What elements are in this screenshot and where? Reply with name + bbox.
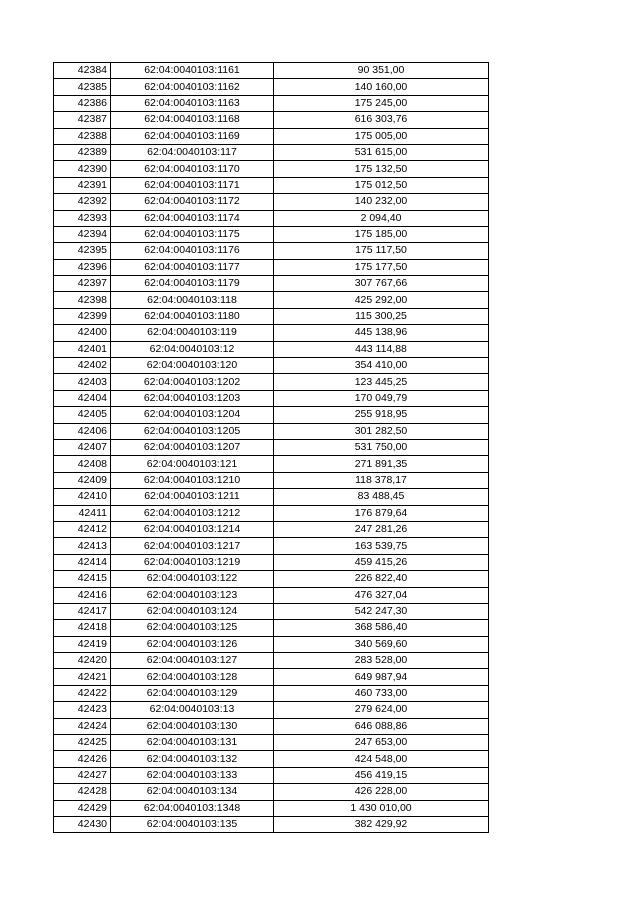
cadastral-number-cell: 62:04:0040103:13	[111, 702, 274, 718]
table-row	[54, 341, 489, 357]
table-row	[54, 800, 489, 816]
cadastral-number-cell: 62:04:0040103:12	[111, 341, 274, 357]
cadastral-value-cell: 456 419,15	[274, 767, 489, 783]
row-number-cell: 42390	[54, 161, 111, 177]
row-number-cell: 42405	[54, 407, 111, 423]
cadastral-number-cell: 62:04:0040103:127	[111, 653, 274, 669]
table-row	[54, 603, 489, 619]
table-row	[54, 538, 489, 554]
cadastral-value-cell: 140 232,00	[274, 194, 489, 210]
cadastral-value-cell: 283 528,00	[274, 653, 489, 669]
cadastral-number-cell: 62:04:0040103:1217	[111, 538, 274, 554]
cadastral-value-cell: 382 429,92	[274, 816, 489, 832]
table-row	[54, 456, 489, 472]
cadastral-value-cell: 646 088,86	[274, 718, 489, 734]
table-row	[54, 358, 489, 374]
cadastral-number-cell: 62:04:0040103:1163	[111, 95, 274, 111]
cadastral-value-cell: 140 160,00	[274, 79, 489, 95]
cadastral-value-cell: 2 094,40	[274, 210, 489, 226]
cadastral-number-cell: 62:04:0040103:1211	[111, 489, 274, 505]
cadastral-value-cell: 176 879,64	[274, 505, 489, 521]
row-number-cell: 42430	[54, 816, 111, 832]
cadastral-number-cell: 62:04:0040103:123	[111, 587, 274, 603]
table-row	[54, 669, 489, 685]
cadastral-number-cell: 62:04:0040103:1161	[111, 63, 274, 79]
cadastral-value-cell: 175 005,00	[274, 128, 489, 144]
table-row	[54, 112, 489, 128]
table-row	[54, 489, 489, 505]
cadastral-number-cell: 62:04:0040103:130	[111, 718, 274, 734]
row-number-cell: 42404	[54, 390, 111, 406]
cadastral-number-cell: 62:04:0040103:1175	[111, 226, 274, 242]
row-number-cell: 42419	[54, 636, 111, 652]
table-row	[54, 423, 489, 439]
cadastral-value-cell: 368 586,40	[274, 620, 489, 636]
table-row	[54, 439, 489, 455]
row-number-cell: 42421	[54, 669, 111, 685]
cadastral-number-cell: 62:04:0040103:1204	[111, 407, 274, 423]
cadastral-number-cell: 62:04:0040103:1162	[111, 79, 274, 95]
cadastral-value-cell: 476 327,04	[274, 587, 489, 603]
row-number-cell: 42396	[54, 259, 111, 275]
row-number-cell: 42394	[54, 226, 111, 242]
table-row	[54, 685, 489, 701]
table-row	[54, 243, 489, 259]
cadastral-value-cell: 459 415,26	[274, 554, 489, 570]
cadastral-number-cell: 62:04:0040103:118	[111, 292, 274, 308]
row-number-cell: 42384	[54, 63, 111, 79]
table-row	[54, 63, 489, 79]
row-number-cell: 42401	[54, 341, 111, 357]
cadastral-value-cell: 460 733,00	[274, 685, 489, 701]
cadastral-number-cell: 62:04:0040103:121	[111, 456, 274, 472]
cadastral-number-cell: 62:04:0040103:1219	[111, 554, 274, 570]
row-number-cell: 42386	[54, 95, 111, 111]
table-row	[54, 161, 489, 177]
table-row	[54, 521, 489, 537]
cadastral-value-cell: 118 378,17	[274, 472, 489, 488]
cadastral-value-cell: 426 228,00	[274, 784, 489, 800]
cadastral-value-cell: 425 292,00	[274, 292, 489, 308]
cadastral-number-cell: 62:04:0040103:1212	[111, 505, 274, 521]
cadastral-value-cell: 115 300,25	[274, 308, 489, 324]
cadastral-value-cell: 175 177,50	[274, 259, 489, 275]
row-number-cell: 42413	[54, 538, 111, 554]
table-row	[54, 95, 489, 111]
row-number-cell: 42406	[54, 423, 111, 439]
table-row	[54, 718, 489, 734]
cadastral-value-cell: 247 281,26	[274, 521, 489, 537]
cadastral-value-cell: 170 049,79	[274, 390, 489, 406]
cadastral-number-cell: 62:04:0040103:1348	[111, 800, 274, 816]
cadastral-value-cell: 279 624,00	[274, 702, 489, 718]
cadastral-value-cell: 445 138,96	[274, 325, 489, 341]
row-number-cell: 42412	[54, 521, 111, 537]
table-row	[54, 407, 489, 423]
cadastral-number-cell: 62:04:0040103:131	[111, 735, 274, 751]
cadastral-number-cell: 62:04:0040103:1179	[111, 276, 274, 292]
row-number-cell: 42399	[54, 308, 111, 324]
table-row	[54, 325, 489, 341]
table-row	[54, 784, 489, 800]
cadastral-number-cell: 62:04:0040103:1170	[111, 161, 274, 177]
cadastral-number-cell: 62:04:0040103:125	[111, 620, 274, 636]
cadastral-value-cell: 649 987,94	[274, 669, 489, 685]
cadastral-number-cell: 62:04:0040103:1169	[111, 128, 274, 144]
row-number-cell: 42420	[54, 653, 111, 669]
cadastral-number-cell: 62:04:0040103:135	[111, 816, 274, 832]
table-row	[54, 194, 489, 210]
row-number-cell: 42393	[54, 210, 111, 226]
cadastral-number-cell: 62:04:0040103:1168	[111, 112, 274, 128]
row-number-cell: 42422	[54, 685, 111, 701]
cadastral-number-cell: 62:04:0040103:1172	[111, 194, 274, 210]
table-row	[54, 308, 489, 324]
table-row	[54, 620, 489, 636]
row-number-cell: 42391	[54, 177, 111, 193]
table-row	[54, 751, 489, 767]
table-row	[54, 259, 489, 275]
table-row	[54, 505, 489, 521]
cadastral-value-table	[53, 62, 489, 833]
cadastral-value-cell: 443 114,88	[274, 341, 489, 357]
table-row	[54, 702, 489, 718]
cadastral-value-cell: 83 488,45	[274, 489, 489, 505]
table-row	[54, 177, 489, 193]
row-number-cell: 42403	[54, 374, 111, 390]
row-number-cell: 42429	[54, 800, 111, 816]
cadastral-value-cell: 90 351,00	[274, 63, 489, 79]
cadastral-value-cell: 247 653,00	[274, 735, 489, 751]
cadastral-number-cell: 62:04:0040103:1174	[111, 210, 274, 226]
document-page	[53, 62, 489, 833]
cadastral-number-cell: 62:04:0040103:1214	[111, 521, 274, 537]
row-number-cell: 42395	[54, 243, 111, 259]
row-number-cell: 42400	[54, 325, 111, 341]
row-number-cell: 42415	[54, 571, 111, 587]
cadastral-value-cell: 307 767,66	[274, 276, 489, 292]
cadastral-number-cell: 62:04:0040103:119	[111, 325, 274, 341]
cadastral-value-cell: 175 132,50	[274, 161, 489, 177]
row-number-cell: 42397	[54, 276, 111, 292]
row-number-cell: 42398	[54, 292, 111, 308]
cadastral-number-cell: 62:04:0040103:1177	[111, 259, 274, 275]
row-number-cell: 42416	[54, 587, 111, 603]
row-number-cell: 42389	[54, 144, 111, 160]
row-number-cell: 42402	[54, 358, 111, 374]
cadastral-value-cell: 175 012,50	[274, 177, 489, 193]
row-number-cell: 42411	[54, 505, 111, 521]
table-row	[54, 653, 489, 669]
row-number-cell: 42414	[54, 554, 111, 570]
table-row	[54, 226, 489, 242]
row-number-cell: 42388	[54, 128, 111, 144]
cadastral-number-cell: 62:04:0040103:129	[111, 685, 274, 701]
cadastral-value-cell: 301 282,50	[274, 423, 489, 439]
cadastral-number-cell: 62:04:0040103:128	[111, 669, 274, 685]
cadastral-number-cell: 62:04:0040103:1171	[111, 177, 274, 193]
row-number-cell: 42409	[54, 472, 111, 488]
table-body	[54, 63, 489, 833]
table-row	[54, 128, 489, 144]
row-number-cell: 42417	[54, 603, 111, 619]
table-row	[54, 636, 489, 652]
cadastral-value-cell: 271 891,35	[274, 456, 489, 472]
cadastral-value-cell: 340 569,60	[274, 636, 489, 652]
cadastral-value-cell: 616 303,76	[274, 112, 489, 128]
cadastral-number-cell: 62:04:0040103:1207	[111, 439, 274, 455]
cadastral-number-cell: 62:04:0040103:1176	[111, 243, 274, 259]
table-row	[54, 374, 489, 390]
table-row	[54, 554, 489, 570]
row-number-cell: 42392	[54, 194, 111, 210]
cadastral-value-cell: 175 117,50	[274, 243, 489, 259]
row-number-cell: 42428	[54, 784, 111, 800]
row-number-cell: 42387	[54, 112, 111, 128]
table-row	[54, 390, 489, 406]
table-row	[54, 816, 489, 832]
row-number-cell: 42408	[54, 456, 111, 472]
cadastral-value-cell: 354 410,00	[274, 358, 489, 374]
row-number-cell: 42427	[54, 767, 111, 783]
cadastral-value-cell: 531 615,00	[274, 144, 489, 160]
row-number-cell: 42425	[54, 735, 111, 751]
cadastral-value-cell: 1 430 010,00	[274, 800, 489, 816]
row-number-cell: 42410	[54, 489, 111, 505]
cadastral-number-cell: 62:04:0040103:1203	[111, 390, 274, 406]
cadastral-number-cell: 62:04:0040103:122	[111, 571, 274, 587]
cadastral-value-cell: 226 822,40	[274, 571, 489, 587]
cadastral-number-cell: 62:04:0040103:1210	[111, 472, 274, 488]
cadastral-value-cell: 123 445,25	[274, 374, 489, 390]
cadastral-number-cell: 62:04:0040103:126	[111, 636, 274, 652]
table-row	[54, 276, 489, 292]
row-number-cell: 42423	[54, 702, 111, 718]
cadastral-value-cell: 175 245,00	[274, 95, 489, 111]
table-row	[54, 571, 489, 587]
cadastral-value-cell: 542 247,30	[274, 603, 489, 619]
cadastral-number-cell: 62:04:0040103:1205	[111, 423, 274, 439]
row-number-cell: 42426	[54, 751, 111, 767]
table-row	[54, 587, 489, 603]
row-number-cell: 42424	[54, 718, 111, 734]
cadastral-number-cell: 62:04:0040103:1202	[111, 374, 274, 390]
row-number-cell: 42407	[54, 439, 111, 455]
cadastral-number-cell: 62:04:0040103:1180	[111, 308, 274, 324]
cadastral-value-cell: 255 918,95	[274, 407, 489, 423]
cadastral-value-cell: 424 548,00	[274, 751, 489, 767]
table-row	[54, 735, 489, 751]
table-row	[54, 79, 489, 95]
cadastral-value-cell: 163 539,75	[274, 538, 489, 554]
table-row	[54, 292, 489, 308]
table-row	[54, 210, 489, 226]
row-number-cell: 42418	[54, 620, 111, 636]
cadastral-number-cell: 62:04:0040103:120	[111, 358, 274, 374]
cadastral-number-cell: 62:04:0040103:133	[111, 767, 274, 783]
table-row	[54, 767, 489, 783]
cadastral-number-cell: 62:04:0040103:134	[111, 784, 274, 800]
cadastral-number-cell: 62:04:0040103:132	[111, 751, 274, 767]
table-row	[54, 144, 489, 160]
table-row	[54, 472, 489, 488]
cadastral-value-cell: 531 750,00	[274, 439, 489, 455]
cadastral-number-cell: 62:04:0040103:117	[111, 144, 274, 160]
row-number-cell: 42385	[54, 79, 111, 95]
cadastral-number-cell: 62:04:0040103:124	[111, 603, 274, 619]
cadastral-value-cell: 175 185,00	[274, 226, 489, 242]
